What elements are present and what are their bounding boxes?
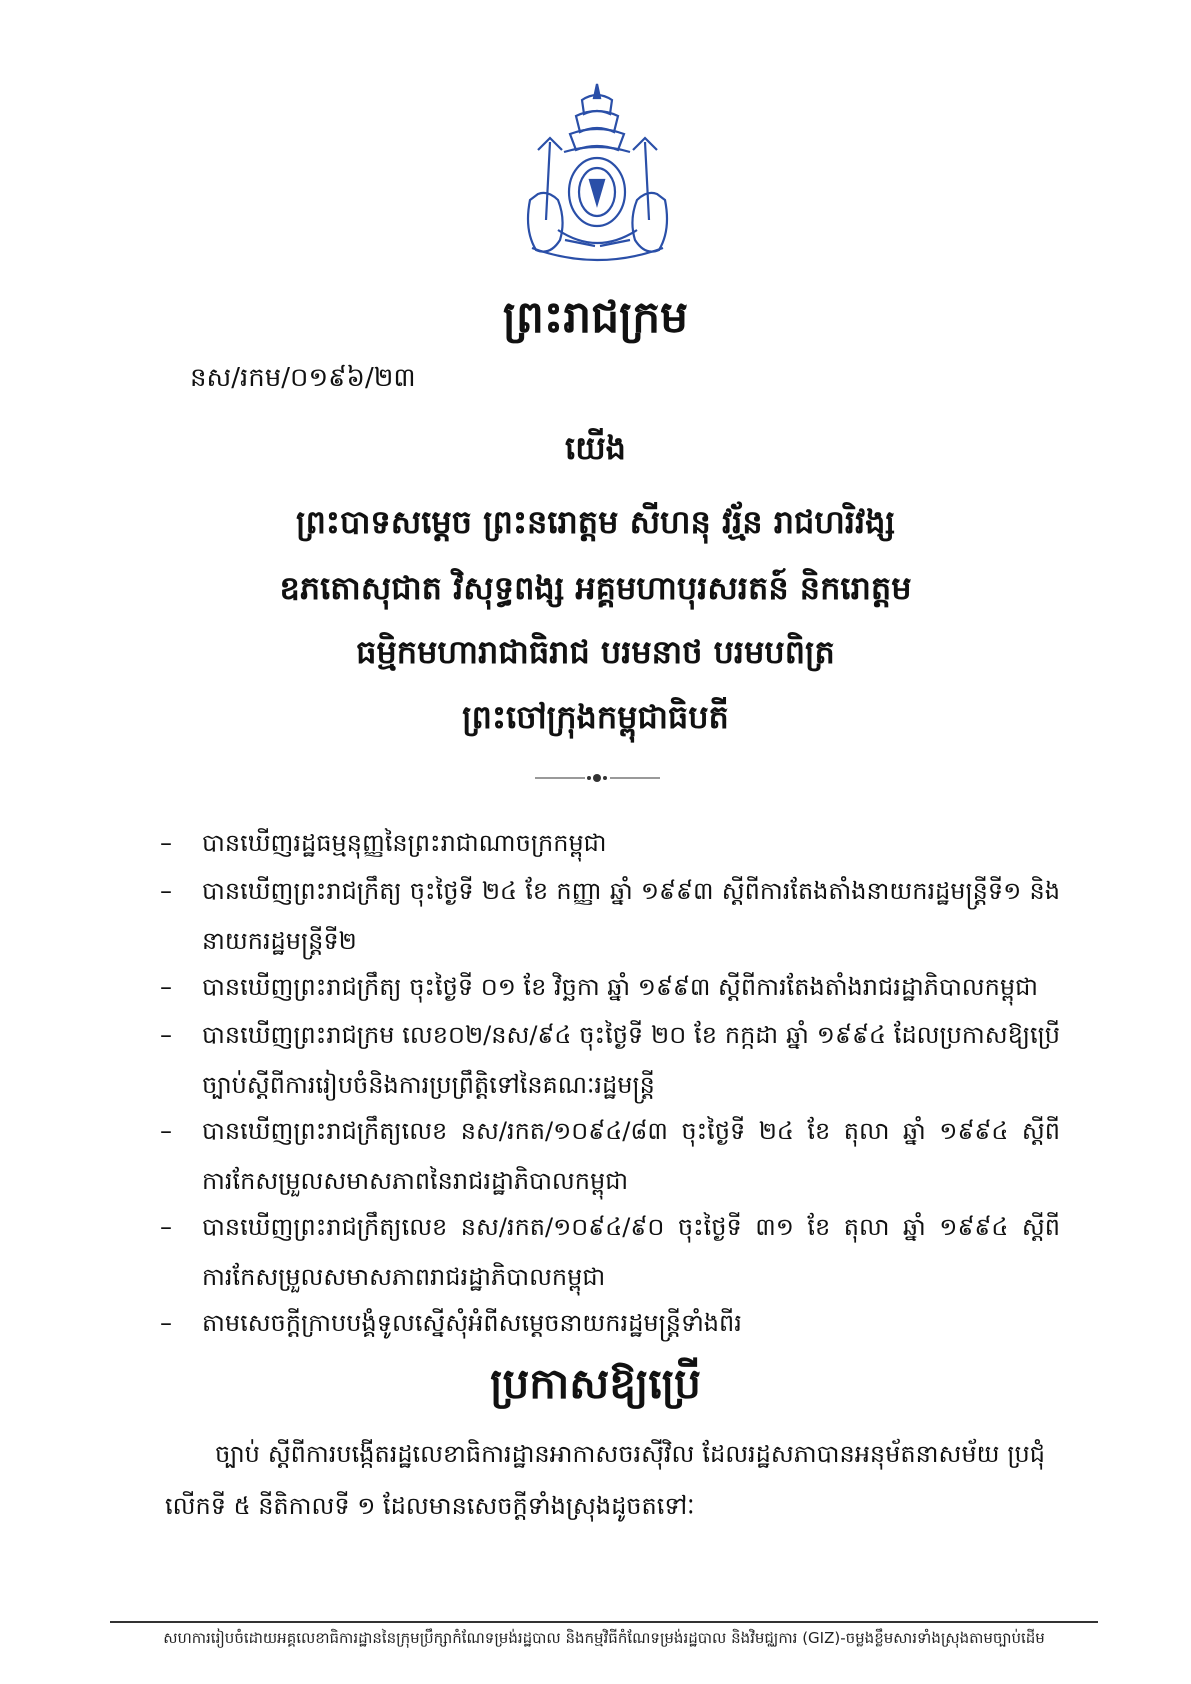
king-title-line-3: ធម្មិកមហារាជាធិរាជ បរមនាថ បរមបពិត្រ — [356, 633, 835, 671]
promulgation-heading: ប្រកាសឱ្យប្រើ — [490, 1359, 701, 1408]
royal-we: យើង — [565, 429, 626, 467]
consideration-item — [160, 962, 1060, 1012]
consideration-text: បានឃើញព្រះរាជក្រឹត្យលេខ នស/រកត/១០៩៤/៨៣ ចុះថ្ងៃទី ២៤ ខែ តុលា ឆ្នាំ ១៩៩៤ ស្ដីពីការកែសម្រួលសមាសភាពនៃរាជរដ្ឋាភិបាលកម្ពុជា — [202, 1117, 1060, 1195]
footer-note: សហការរៀបចំដោយអគ្គលេខាធិការដ្ឋាននៃក្រុមប្រឹក្សាកំណែទម្រង់រដ្ឋបាល និងកម្មវិធីកំណែទម្រង់រដ្ឋបាល និងវិមជ្ឈការ (GIZ)-ចម្លងខ្លឹមសារទាំងស្រុងតាមច្បាប់ដើម — [163, 1629, 1045, 1647]
consideration-item — [160, 1106, 1060, 1206]
bullet-dash: – — [160, 829, 172, 857]
consideration-item — [160, 1298, 1060, 1348]
bullet-dash: – — [160, 1117, 172, 1145]
bullet-dash: – — [160, 1213, 172, 1241]
consideration-item — [160, 866, 1060, 966]
bullet-dash: – — [160, 973, 172, 1001]
royal-arms-emblem — [510, 80, 685, 275]
king-title-line-1: ព្រះបាទសម្ដេច ព្រះនរោត្តម សីហនុ វរ្ម័ន រាជហរិវង្ស — [296, 503, 895, 541]
bullet-dash: – — [160, 1309, 172, 1337]
king-title-line-4: ព្រះចៅក្រុងកម្ពុជាធិបតី — [462, 698, 729, 736]
consideration-text: បានឃើញព្រះរាជក្រឹត្យ ចុះថ្ងៃទី ២៤ ខែ កញ្ញា ឆ្នាំ ១៩៩៣ ស្ដីពីការតែងតាំងនាយករដ្ឋមន្ត្រីទី១ និងនាយករដ្ឋមន្ត្រីទី២ — [202, 877, 1060, 955]
decree-reference-number: នស/រកម/០១៩៦/២៣ — [190, 363, 416, 393]
consideration-item — [160, 1010, 1060, 1110]
footer-divider — [110, 1621, 1098, 1623]
consideration-text: តាមសេចក្ដីក្រាបបង្គំទូលស្នើសុំអំពីសម្ដេចនាយករដ្ឋមន្ត្រីទាំងពីរ — [202, 1309, 742, 1337]
bullet-dash: – — [160, 1021, 172, 1049]
document-title: ព្រះរាជក្រម — [502, 292, 689, 343]
promulgation-text: ច្បាប់ ស្ដីពីការបង្កើតរដ្ឋលេខាធិការដ្ឋានអាកាសចរស៊ីវិល ដែលរដ្ឋសភាបានអនុម័តនាសម័យ ប្រជុំលើកទី ៥ នីតិកាលទី ១ ដែលមានសេចក្ដីទាំងស្រុងដូចតទៅៈ — [165, 1440, 1045, 1520]
consideration-text: បានឃើញព្រះរាជក្រឹត្យ ចុះថ្ងៃទី ០១ ខែ វិច្ឆកា ឆ្នាំ ១៩៩៣ ស្ដីពីការតែងតាំងរាជរដ្ឋាភិបាលកម្ពុជា — [202, 973, 1038, 1001]
king-title-line-2: ឧភតោសុជាត វិសុទ្ធពង្ស អគ្គមហាបុរសរតន៍ និករោត្តម — [279, 569, 912, 607]
consideration-item — [160, 1202, 1060, 1302]
consideration-text: បានឃើញព្រះរាជក្រម លេខ០២/នស/៩៤ ចុះថ្ងៃទី ២០ ខែ កក្កដា ឆ្នាំ ១៩៩៤ ដែលប្រកាសឱ្យប្រើច្បាប់ស្ដីពីការរៀបចំនិងការប្រព្រឹត្តិទៅនៃគណៈរដ្ឋមន្ត្រី — [202, 1021, 1060, 1099]
consideration-item — [160, 818, 1060, 868]
consideration-text: បានឃើញព្រះរាជក្រឹត្យលេខ នស/រកត/១០៩៤/៩០ ចុះថ្ងៃទី ៣១ ខែ តុលា ឆ្នាំ ១៩៩៤ ស្ដីពីការកែសម្រួលសមាសភាពរាជរដ្ឋាភិបាលកម្ពុជា — [202, 1213, 1060, 1291]
ornament-divider — [535, 771, 660, 785]
bullet-dash: – — [160, 877, 172, 905]
consideration-text: បានឃើញរដ្ឋធម្មនុញ្ញនៃព្រះរាជាណាចក្រកម្ពុជា — [202, 829, 607, 857]
